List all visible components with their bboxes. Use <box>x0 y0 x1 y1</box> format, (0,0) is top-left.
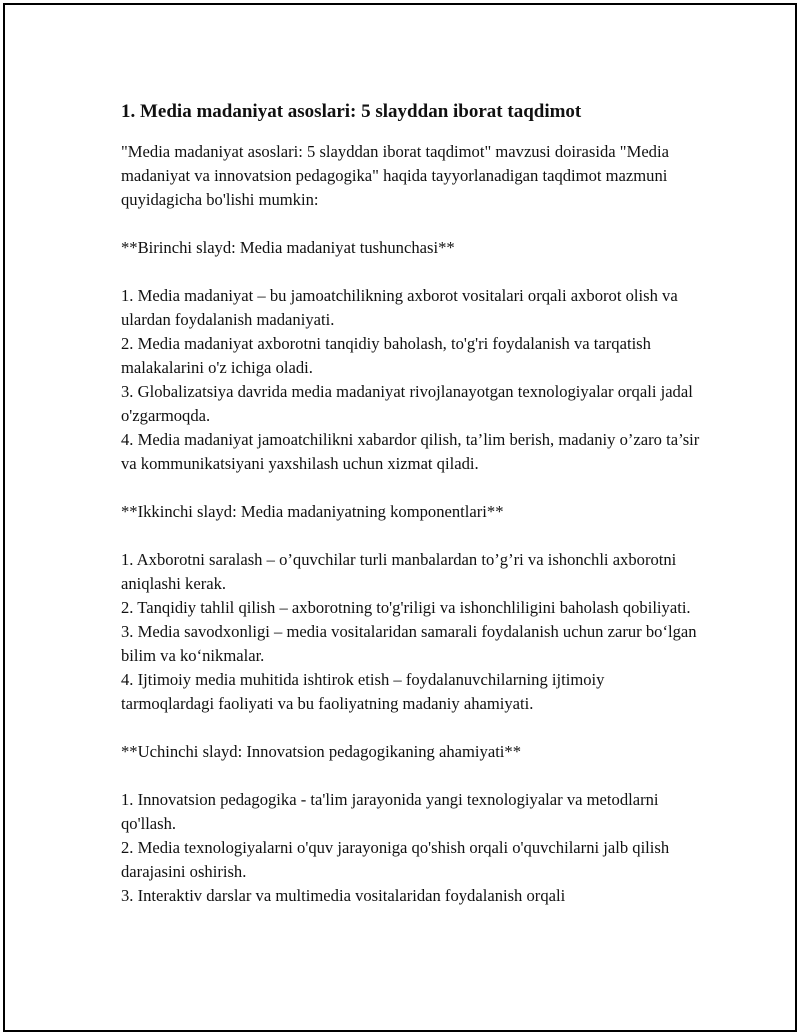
spacer <box>121 716 701 740</box>
slide-3-item-2: 2. Media texnologiyalarni o'quv jarayoniga qo'shish orqali o'quvchilarni jalb qilish darajasini oshirish. <box>121 838 670 881</box>
slide-3-heading: **Uchinchi slayd: Innovatsion pedagogikaning ahamiyati** <box>121 742 522 761</box>
spacer <box>121 212 701 236</box>
slide-1-item-4: 4. Media madaniyat jamoatchilikni xabardor qilish, ta’lim berish, madaniy o’zaro ta’sir va kommunikatsiyani yaxshilash uchun xizmat qiladi. <box>121 430 700 473</box>
document-title: 1. Media madaniyat asoslari: 5 slayddan iborat taqdimot <box>121 101 582 122</box>
spacer <box>121 524 701 548</box>
slide-1-item-1: 1. Media madaniyat – bu jamoatchilikning axborot vositalari orqali axborot olish va ulardan foydalanish madaniyati. <box>121 286 678 329</box>
slide-2-item-3: 3. Media savodxonligi – media vositalaridan samarali foydalanish uchun zarur bo‘lgan bilim va ko‘nikmalar. <box>121 622 697 665</box>
slide-3-item-1: 1. Innovatsion pedagogika - ta'lim jarayonida yangi texnologiyalar va metodlarni qo'llash. <box>121 790 659 833</box>
slide-3-item-3: 3. Interaktiv darslar va multimedia vositalaridan foydalanish orqali <box>121 886 566 905</box>
document-body <box>121 99 701 908</box>
spacer <box>121 476 701 500</box>
slide-2-item-2: 2. Tanqidiy tahlil qilish – axborotning to'g'riligi va ishonchliligini baholash qobiliyati. <box>121 598 691 617</box>
slide-1-item-2: 2. Media madaniyat axborotni tanqidiy baholash, to'g'ri foydalanish va tarqatish malakalarini o'z ichiga oladi. <box>121 334 651 377</box>
slide-1-item-3: 3. Globalizatsiya davrida media madaniyat rivojlanayotgan texnologiyalar orqali jadal o'zgarmoqda. <box>121 382 693 425</box>
slide-2-item-1: 1. Axborotni saralash – o’quvchilar turli manbalardan to’g’ri va ishonchli axborotni aniqlashi kerak. <box>121 550 677 593</box>
spacer <box>121 260 701 284</box>
slide-2-item-4: 4. Ijtimoiy media muhitida ishtirok etish – foydalanuvchilarning ijtimoiy tarmoqlardagi faoliyati va bu faoliyatning madaniy ahamiyati. <box>121 670 605 713</box>
slide-1-heading: **Birinchi slayd: Media madaniyat tushunchasi** <box>121 238 455 257</box>
intro-paragraph: "Media madaniyat asoslari: 5 slayddan iborat taqdimot" mavzusi doirasida "Media madaniyat va innovatsion pedagogika" haqida tayyorlanadigan taqdimot mazmuni quyidagicha bo'lishi mumkin: <box>121 142 669 209</box>
slide-2-heading: **Ikkinchi slayd: Media madaniyatning komponentlari** <box>121 502 504 521</box>
spacer <box>121 764 701 788</box>
page-frame <box>3 3 797 1032</box>
